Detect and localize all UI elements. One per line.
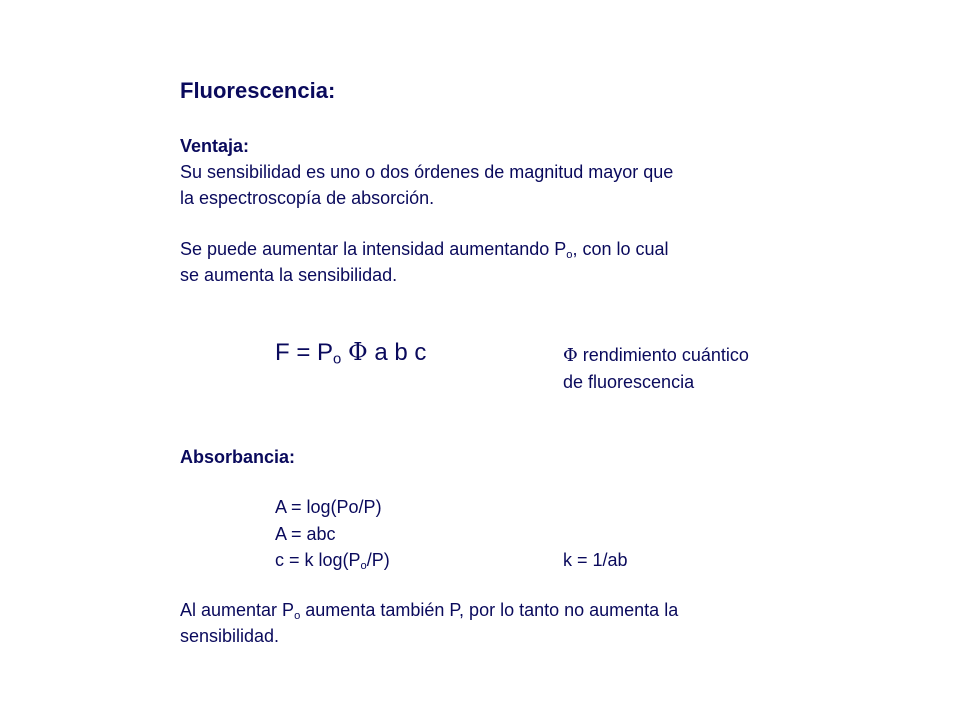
- ventaja-heading: Ventaja:: [180, 136, 250, 156]
- intensity-line-1: [180, 236, 669, 262]
- intensity-line-2: se aumenta la sensibilidad.: [180, 265, 398, 285]
- eq3-part-a: c = k log(P: [275, 550, 361, 570]
- formula-part-a: F = P: [275, 339, 334, 366]
- phi-note-symbol: Φ: [563, 345, 578, 366]
- eq3-part-b: /P): [366, 550, 390, 570]
- formula-subscript: o: [333, 351, 342, 368]
- conclusion-line-2: sensibilidad.: [180, 626, 280, 646]
- intensity-line-1-b: , con lo cual: [572, 239, 669, 259]
- formula-part-b: a b c: [367, 339, 427, 366]
- ventaja-line-2: la espectroscopía de absorción.: [180, 188, 435, 208]
- eq3-subscript: o: [360, 559, 367, 572]
- fluorescence-formula: [275, 338, 426, 367]
- ventaja-line-1: Su sensibilidad es uno o dos órdenes de magnitud mayor que: [180, 162, 674, 182]
- phi-note: [563, 342, 749, 395]
- absorbance-equation-2: A = abc: [275, 524, 336, 544]
- intensity-line-1-a: Se puede aumentar la intensidad aumentando P: [180, 239, 567, 259]
- phi-note-line-1: [563, 342, 749, 369]
- phi-note-text: rendimiento cuántico: [577, 345, 749, 365]
- absorbance-equation-3: [275, 550, 390, 571]
- conclusion-subscript: o: [294, 609, 301, 622]
- absorbancia-heading: Absorbancia:: [180, 447, 296, 467]
- ventaja-paragraph: [180, 159, 673, 211]
- absorbance-equation-1: A = log(Po/P): [275, 497, 382, 517]
- conclusion-paragraph: [180, 597, 678, 649]
- conclusion-line-1-a: Al aumentar P: [180, 600, 295, 620]
- phi-note-line-2: de fluorescencia: [563, 372, 695, 392]
- conclusion-line-1-b: aumenta también P, por lo tanto no aumenta la: [300, 600, 679, 620]
- intensity-subscript: o: [566, 248, 573, 261]
- conclusion-line-1: [180, 597, 678, 623]
- phi-symbol: Φ: [347, 338, 368, 366]
- intensity-paragraph: [180, 236, 669, 288]
- k-equation: k = 1/ab: [563, 550, 628, 570]
- page-title: Fluorescencia:: [180, 78, 336, 103]
